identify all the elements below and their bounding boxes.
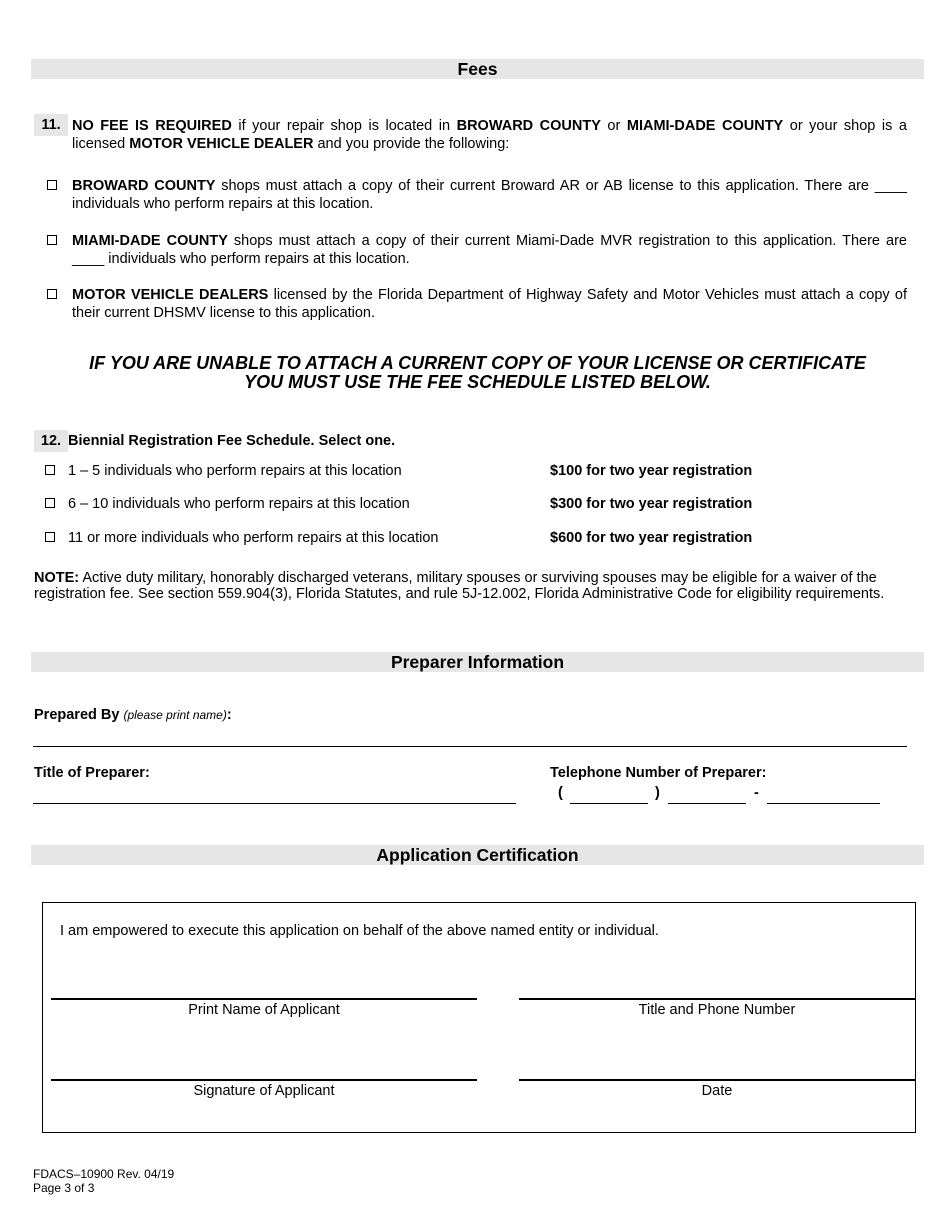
item-12-number: 12. bbox=[34, 430, 68, 452]
fee-option-2-checkbox[interactable] bbox=[45, 498, 55, 508]
date-field[interactable] bbox=[519, 1079, 915, 1081]
prepared-by-label: Prepared By (please print name): bbox=[34, 707, 232, 723]
title-of-preparer-field[interactable] bbox=[33, 803, 516, 804]
miami-dade-county-option: MIAMI-DADE COUNTY shops must attach a copy of their current Miami-Dade MVR registration to this application. There are ____ individuals who perform repairs at this location. bbox=[72, 233, 907, 267]
fees-section-header: Fees bbox=[31, 59, 924, 79]
phone-prefix-field[interactable] bbox=[668, 803, 746, 804]
certification-statement: I am empowered to execute this application on behalf of the above named entity or individual. bbox=[60, 923, 659, 939]
preparer-section-header: Preparer Information bbox=[31, 652, 924, 672]
phone-dash: - bbox=[754, 785, 759, 801]
fee-option-3-label: 11 or more individuals who perform repairs at this location bbox=[68, 530, 439, 546]
page-number: Page 3 of 3 bbox=[33, 1181, 95, 1195]
footer bbox=[33, 1167, 174, 1195]
prepared-by-field[interactable] bbox=[33, 746, 907, 747]
motor-vehicle-dealers-option: MOTOR VEHICLE DEALERS licensed by the Florida Department of Highway Safety and Motor Vehicles must attach a copy of their current DHSMV license to this application. bbox=[72, 287, 908, 321]
fee-option-2-label: 6 – 10 individuals who perform repairs at this location bbox=[68, 496, 410, 512]
form-id: FDACS–10900 Rev. 04/19 bbox=[33, 1167, 175, 1181]
miami-dade-county-checkbox[interactable] bbox=[47, 235, 57, 245]
telephone-label: Telephone Number of Preparer: bbox=[550, 765, 767, 781]
phone-line-number-field[interactable] bbox=[767, 803, 880, 804]
print-name-field[interactable] bbox=[51, 998, 477, 1000]
motor-vehicle-dealers-checkbox[interactable] bbox=[47, 289, 57, 299]
fee-waiver-note: NOTE: Active duty military, honorably discharged veterans, military spouses or surviving spouses may be eligible for a waiver of the registration fee. See section 559.904(3), Florida Statutes, and rule 5J-12.002, Florida Administrative Code for eligibility requirements. bbox=[34, 570, 885, 602]
certification-section-header: Application Certification bbox=[31, 845, 924, 865]
print-name-label: Print Name of Applicant bbox=[188, 1002, 340, 1018]
phone-open-paren: ( bbox=[558, 785, 563, 801]
broward-county-checkbox[interactable] bbox=[47, 180, 57, 190]
signature-label: Signature of Applicant bbox=[193, 1083, 335, 1099]
phone-close-paren: ) bbox=[655, 785, 660, 801]
fee-option-2-amount: $300 for two year registration bbox=[550, 496, 753, 512]
fee-option-1-checkbox[interactable] bbox=[45, 465, 55, 475]
title-phone-field[interactable] bbox=[519, 998, 915, 1000]
fee-option-3-amount: $600 for two year registration bbox=[550, 530, 753, 546]
fee-option-3-checkbox[interactable] bbox=[45, 532, 55, 542]
item-11-intro: NO FEE IS REQUIRED if your repair shop is located in BROWARD COUNTY or MIAMI-DADE COUNTY or your shop is a licensed MOTOR VEHICLE DEALER and you provide the following: bbox=[72, 118, 907, 152]
item-11-number: 11. bbox=[34, 114, 68, 136]
signature-field[interactable] bbox=[51, 1079, 477, 1081]
broward-county-option: BROWARD COUNTY shops must attach a copy of their current Broward AR or AB license to this application. There are ____ individuals who perform repairs at this location. bbox=[72, 178, 907, 212]
fee-schedule-title: Biennial Registration Fee Schedule. Select one. bbox=[68, 433, 396, 449]
title-phone-label: Title and Phone Number bbox=[638, 1002, 796, 1018]
title-of-preparer-label: Title of Preparer: bbox=[34, 765, 150, 781]
date-label: Date bbox=[701, 1083, 733, 1099]
phone-area-code-field[interactable] bbox=[570, 803, 648, 804]
license-warning: IF YOU ARE UNABLE TO ATTACH A CURRENT COPY OF YOUR LICENSE OR CERTIFICATE YOU MUST USE THE FEE SCHEDULE LISTED BELOW. bbox=[89, 353, 866, 392]
fee-option-1-amount: $100 for two year registration bbox=[550, 463, 753, 479]
fee-option-1-label: 1 – 5 individuals who perform repairs at this location bbox=[68, 463, 402, 479]
